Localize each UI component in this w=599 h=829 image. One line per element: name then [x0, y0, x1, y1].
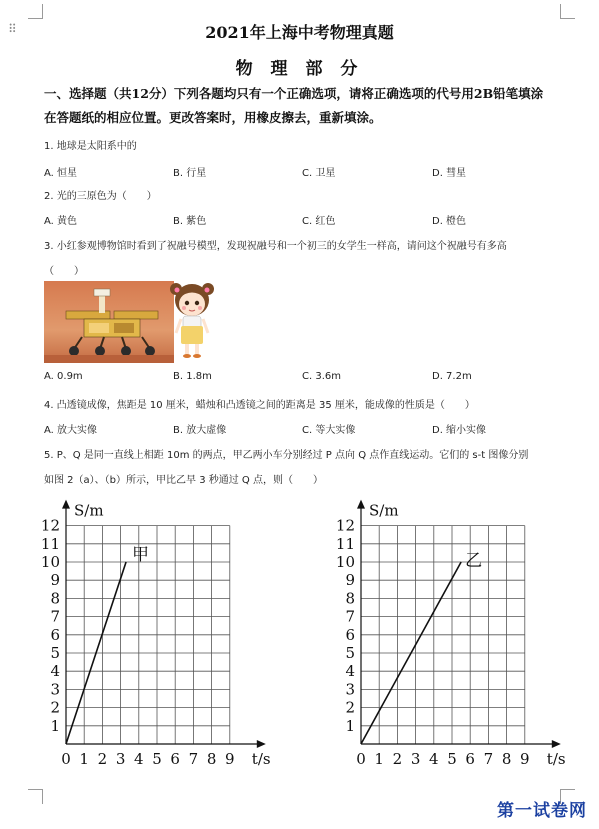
q3-option-b: B. 1.8m [173, 371, 212, 382]
q4-option-b: B. 放大虚像 [173, 425, 227, 436]
y-tick-label: 8 [50, 589, 60, 608]
y-axis-arrow-icon [62, 500, 70, 509]
y-tick-label: 5 [345, 644, 355, 662]
x-tick-label: 5 [152, 750, 162, 768]
q1-option-c: C. 卫星 [302, 168, 336, 179]
x-tick-label: 2 [97, 750, 108, 768]
x-tick-label: 0 [356, 750, 366, 768]
zhurong-rover-image [44, 281, 174, 363]
q4-option-d: D. 缩小实像 [432, 425, 487, 436]
y-tick-label: 7 [345, 607, 355, 626]
x-tick-label: 7 [483, 750, 494, 768]
x-tick-label: 6 [465, 750, 475, 768]
section-heading-line: 一、选择题（共12分）下列各题均只有一个正确选项，请将正确选项的代号用2B铅笔填涂 [44, 86, 544, 101]
question-3-stem: 3. 小红参观博物馆时看到了祝融号模型，发现祝融号和一个初三的女学生一样高，请问这个祝融号有多高 [44, 241, 507, 252]
q3-option-d: D. 7.2m [432, 371, 472, 382]
series-label: 乙 [465, 551, 483, 571]
y-axis-label: S/m [74, 501, 104, 520]
q1-option-a: A. 恒星 [44, 168, 78, 179]
y-tick-label: 4 [345, 662, 355, 681]
y-tick-label: 11 [40, 534, 60, 553]
question-4-stem: 4. 凸透镜成像，焦距是 10 厘米，蜡烛和凸透镜之间的距离是 35 厘米，能成像的性质是（ ） [44, 400, 475, 411]
series-label: 甲 [132, 545, 150, 565]
page-subtitle: 物 理 部 分 [235, 59, 364, 79]
q1-option-d: D. 彗星 [432, 168, 467, 179]
corner-mark-top-left [28, 4, 43, 19]
question-1-stem: 1. 地球是太阳系中的 [44, 141, 137, 152]
corner-mark-top-right [560, 4, 575, 19]
x-tick-label: 5 [447, 750, 457, 768]
y-axis-label: S/m [369, 501, 399, 520]
question-5-stem: 5. P、Q 是同一直线上相距 10m 的两点，甲乙两小车分别经过 P 点向 Q 点作直线运动。它们的 s-t 图像分别 [44, 450, 529, 461]
q2-option-b: B. 紫色 [173, 216, 207, 227]
q2-option-d: D. 橙色 [432, 216, 467, 227]
x-tick-label: 1 [374, 750, 384, 768]
st-graph-a [40, 486, 280, 776]
x-tick-label: 8 [501, 750, 512, 768]
y-axis-arrow-icon [357, 500, 365, 509]
q4-option-c: C. 等大实像 [302, 425, 356, 436]
y-tick-label: 3 [345, 680, 355, 699]
x-tick-label: 7 [188, 750, 199, 768]
y-tick-label: 12 [335, 516, 355, 535]
y-tick-label: 9 [345, 571, 355, 590]
y-tick-label: 2 [345, 698, 355, 717]
y-tick-label: 10 [335, 553, 355, 571]
x-tick-label: 3 [410, 750, 421, 768]
x-axis-arrow-icon [257, 740, 266, 748]
x-tick-label: 4 [429, 750, 439, 768]
rover-illustration [44, 281, 174, 363]
x-axis-label: t/s [251, 750, 271, 768]
y-tick-label: 2 [50, 698, 60, 717]
y-tick-label: 6 [50, 625, 60, 644]
y-tick-label: 1 [345, 716, 355, 735]
y-tick-label: 9 [50, 571, 60, 590]
y-tick-label: 10 [40, 553, 60, 571]
girl-cartoon-icon [168, 281, 216, 363]
question-3-stem-cont: （ ） [44, 266, 84, 277]
page-title: 2021年上海中考物理真题 [205, 23, 394, 42]
x-tick-label: 0 [61, 750, 71, 768]
student-girl-illustration [168, 281, 216, 363]
x-tick-label: 3 [115, 750, 126, 768]
section-heading-line: 在答题纸的相应位置。更改答案时，用橡皮擦去，重新填涂。 [44, 110, 382, 125]
y-tick-label: 8 [345, 589, 355, 608]
q3-option-c: C. 3.6m [302, 371, 341, 382]
q4-option-a: A. 放大实像 [44, 425, 98, 436]
q2-option-a: A. 黄色 [44, 216, 78, 227]
x-axis-arrow-icon [552, 740, 561, 748]
y-tick-label: 5 [50, 644, 60, 662]
y-tick-label: 11 [335, 534, 355, 553]
st-graph-b [335, 486, 575, 776]
y-tick-label: 1 [50, 716, 60, 735]
watermark-logo: 第一试卷网 [497, 801, 587, 821]
y-tick-label: 3 [50, 680, 60, 699]
y-tick-label: 6 [345, 625, 355, 644]
question-5-stem-cont: 如图 2（a）、（b）所示，甲比乙早 3 秒通过 Q 点，则（ ） [44, 475, 323, 486]
drag-handle-icon[interactable]: ⠿ [8, 22, 16, 36]
corner-mark-bottom-left [28, 789, 43, 804]
q1-option-b: B. 行星 [173, 168, 207, 179]
question-2-stem: 2. 光的三原色为（ ） [44, 191, 157, 202]
x-axis-label: t/s [546, 750, 566, 768]
y-tick-label: 4 [50, 662, 60, 681]
x-tick-label: 1 [79, 750, 89, 768]
q2-option-c: C. 红色 [302, 216, 336, 227]
x-tick-label: 8 [206, 750, 217, 768]
section-heading [44, 82, 564, 130]
x-tick-label: 6 [170, 750, 180, 768]
x-tick-label: 4 [134, 750, 144, 768]
x-tick-label: 2 [392, 750, 403, 768]
y-tick-label: 7 [50, 607, 60, 626]
x-tick-label: 9 [225, 750, 235, 768]
q3-option-a: A. 0.9m [44, 371, 83, 382]
x-tick-label: 9 [520, 750, 530, 768]
y-tick-label: 12 [40, 516, 60, 535]
